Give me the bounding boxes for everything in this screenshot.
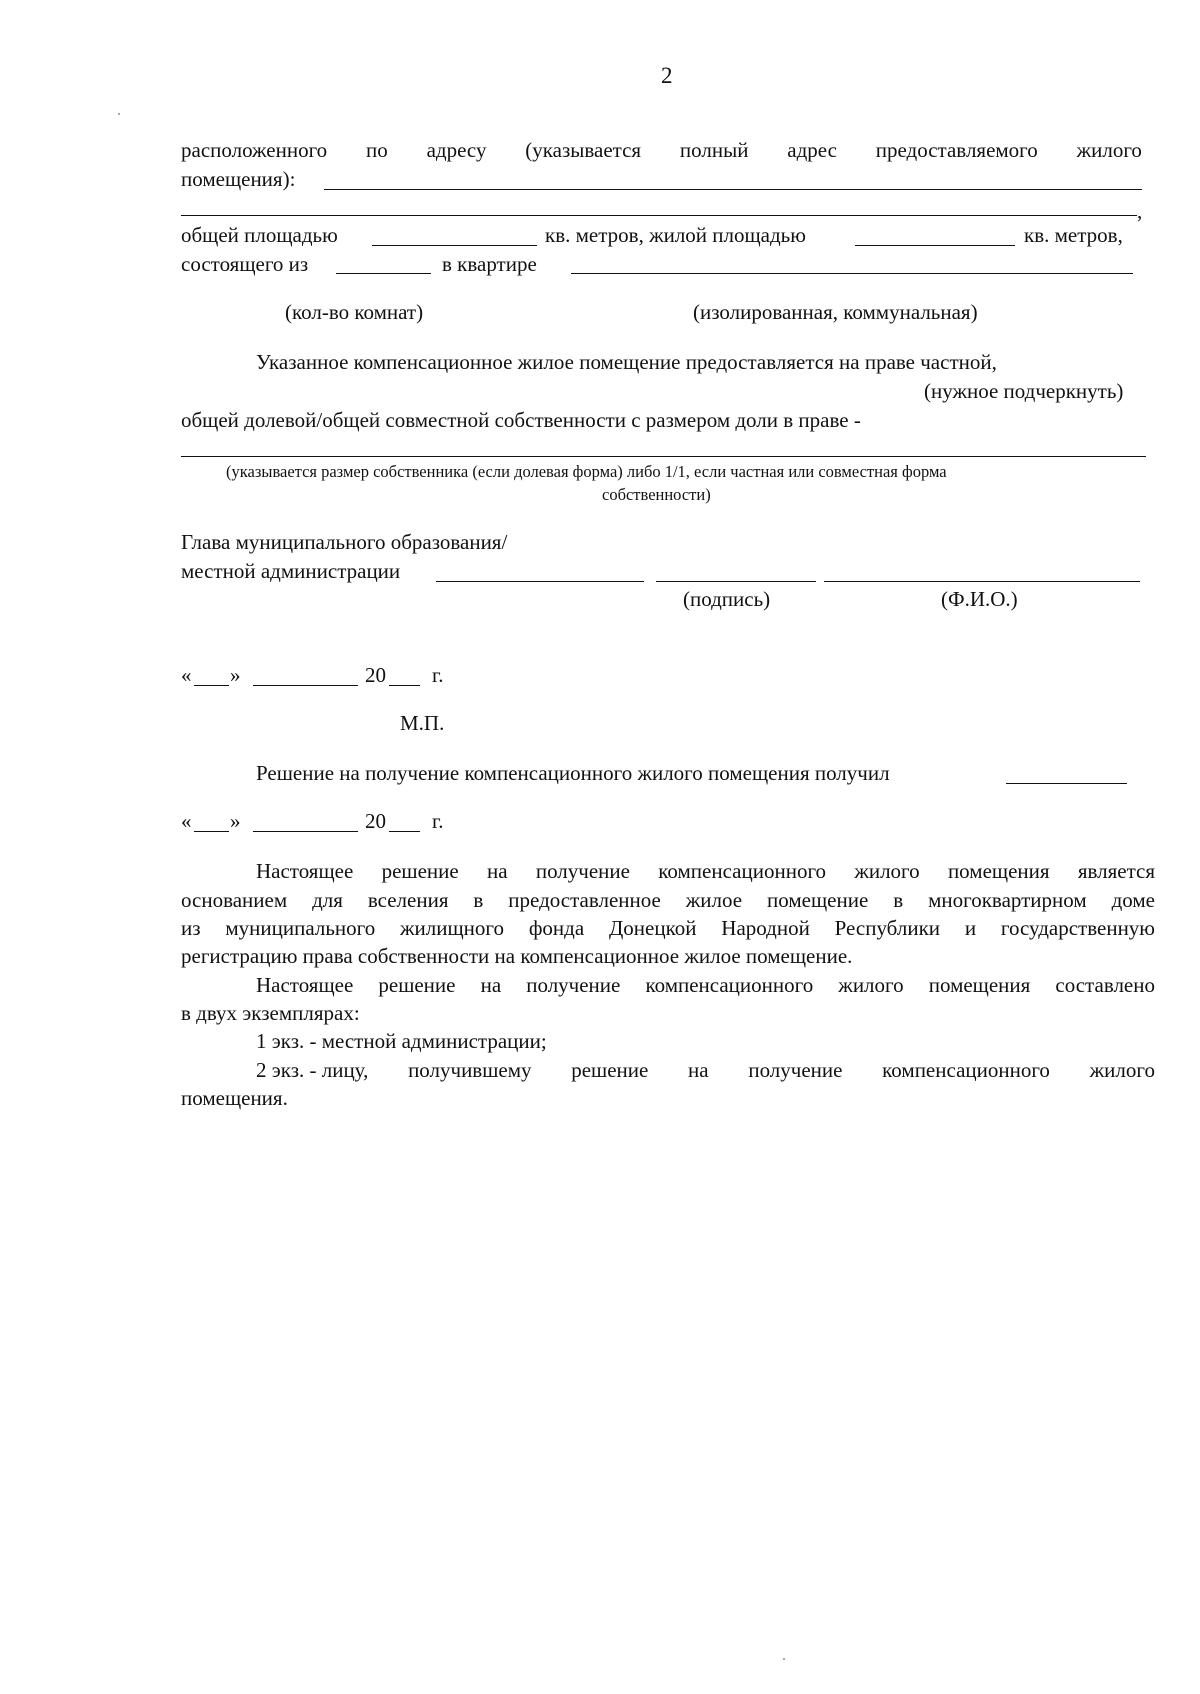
word: жилого	[1076, 138, 1142, 162]
signature-caption: (подпись)	[683, 587, 771, 611]
apartment-type-caption: (изолированная, коммунальная)	[693, 300, 978, 324]
ownership-continuation: общей долевой/общей совместной собственности с размером доли в праве -	[181, 408, 861, 432]
word: на	[688, 1058, 709, 1082]
final-paragraph-line-1: Настоящее решение на получение компенсационного жилого помещения является	[256, 859, 1155, 883]
total-area-label: общей площадью	[181, 223, 338, 247]
address-line-1	[181, 140, 1142, 161]
rooms-caption: (кол-во комнат)	[285, 300, 424, 324]
share-note-line-2: собственности)	[602, 485, 711, 504]
date-1-day-blank	[194, 685, 229, 686]
fio-caption: (Ф.И.О.)	[941, 587, 1018, 611]
word: адрес	[787, 138, 837, 162]
page-number: 2	[661, 63, 673, 88]
sq-m-label-2: кв. метров,	[1024, 223, 1123, 247]
copies-line-1: Настоящее решение на получение компенсационного жилого помещения составлено	[256, 973, 1155, 997]
head-title-line-1: Глава муниципального образования/	[181, 530, 508, 554]
sq-m-label-1: кв. метров, жилой площадью	[545, 223, 806, 247]
date-2-year-suffix: г.	[432, 809, 444, 833]
word: (указывается	[525, 138, 642, 162]
copies-item-2-end: помещения.	[181, 1086, 288, 1110]
date-1-year-blank	[389, 685, 420, 686]
word: решение	[571, 1058, 649, 1082]
underline-hint: (нужное подчеркнуть)	[924, 379, 1124, 403]
receipt-sentence: Решение на получение компенсационного жилого помещения получил	[256, 761, 890, 785]
share-size-blank	[181, 456, 1146, 457]
final-paragraph-line-4: регистрацию права собственности на компенсационное жилое помещение.	[181, 944, 853, 968]
apartment-type-blank	[571, 273, 1133, 274]
copies-item-2	[256, 1060, 1155, 1081]
in-apartment-label: в квартире	[442, 252, 537, 276]
share-note-line-1: (указывается размер собственника (если долевая форма) либо 1/1, если частная или совместная форма	[226, 462, 947, 481]
living-area-blank	[855, 245, 1015, 246]
date-2-day-blank	[194, 831, 229, 832]
word: полный	[679, 138, 749, 162]
word: получившему	[408, 1058, 532, 1082]
date-1-open-quote: «	[181, 663, 192, 687]
ownership-sentence: Указанное компенсационное жилое помещение предоставляется на праве частной,	[256, 350, 997, 374]
fio-blank	[824, 581, 1140, 582]
copies-item-1: 1 экз. - местной администрации;	[256, 1029, 547, 1053]
word: получение	[748, 1058, 843, 1082]
word: по	[366, 138, 388, 162]
consisting-of-label: состоящего из	[181, 252, 309, 276]
address-blank-1	[324, 189, 1142, 190]
scan-speck	[783, 1658, 785, 1660]
final-paragraph-line-2: основанием для вселения в предоставленное жилое помещение в многоквартирном доме	[181, 888, 1155, 912]
word: жилого	[1089, 1058, 1155, 1082]
date-1-month-blank	[253, 685, 358, 686]
address-comma: ,	[1137, 199, 1143, 223]
word: расположенного	[181, 138, 328, 162]
date-2-open-quote: «	[181, 809, 192, 833]
receipt-blank	[1006, 783, 1127, 784]
word: адресу	[426, 138, 487, 162]
word: компенсационного	[882, 1058, 1050, 1082]
address-blank-2	[181, 215, 1137, 216]
signature-blank	[656, 581, 816, 582]
scan-speck	[118, 113, 120, 115]
total-area-blank	[372, 245, 537, 246]
stamp-label: М.П.	[400, 711, 445, 735]
date-2-month-blank	[253, 831, 358, 832]
date-1-year-suffix: г.	[432, 663, 444, 687]
date-1-close-quote: »	[230, 663, 241, 687]
date-1-year-prefix: 20	[365, 663, 386, 687]
word: 2 экз. - лицу,	[256, 1058, 369, 1082]
rooms-count-blank	[336, 273, 431, 274]
copies-line-2: в двух экземплярах:	[181, 1001, 360, 1025]
head-title-line-2: местной администрации	[181, 559, 401, 583]
final-paragraph-line-3: из муниципального жилищного фонда Донецкой Народной Республики и государственную	[181, 916, 1155, 940]
date-2-year-blank	[389, 831, 420, 832]
head-title-blank	[436, 581, 644, 582]
date-2-close-quote: »	[230, 809, 241, 833]
date-2-year-prefix: 20	[365, 809, 386, 833]
word: предоставляемого	[875, 138, 1038, 162]
address-label-premises: помещения):	[181, 167, 296, 191]
